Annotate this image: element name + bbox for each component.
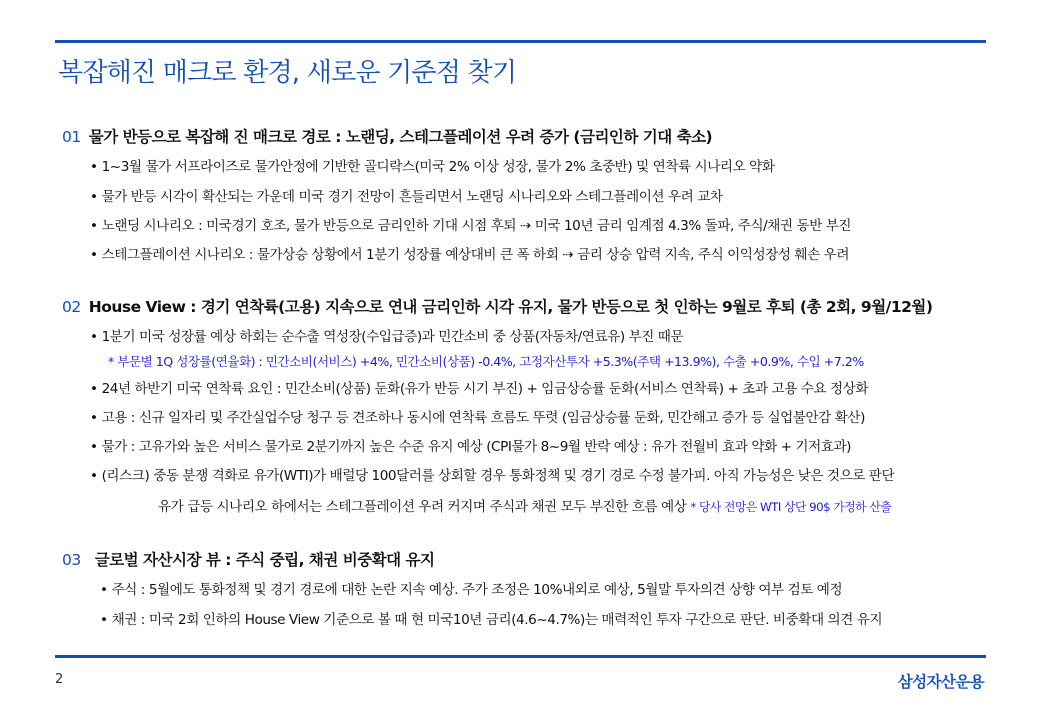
brand-logo-text: 삼성자산운용 xyxy=(897,673,984,691)
section-2-number: 02 xyxy=(62,298,81,316)
bullet-dot: • xyxy=(90,189,98,205)
section-1-title: 물가 반등으로 복잡해 진 매크로 경로 : 노랜딩, 스테그플레이션 우려 증가 (금리인하 기대 축소) xyxy=(88,128,713,146)
page-number: 2 xyxy=(55,672,64,687)
bullet-text: 물가 반등 시각이 확산되는 가운데 미국 경기 전망이 흔들리면서 노랜딩 시나리오와 스테그플레이션 우려 교차 xyxy=(101,189,723,205)
bullet-dot: • xyxy=(90,159,98,175)
section-1-bullet-2 xyxy=(90,185,723,205)
bullet-dot: • xyxy=(90,468,98,484)
section-2-bullet-4 xyxy=(90,435,851,455)
section-2-bullet-2 xyxy=(90,377,868,397)
bullet-dot: • xyxy=(90,329,98,345)
section-3-bullet-2 xyxy=(100,608,882,628)
bullet-text: 1~3월 물가 서프라이즈로 물가안정에 기반한 골디락스(미국 2% 이상 성장, 물가 2% 초중반) 및 연착륙 시나리오 약화 xyxy=(101,159,775,175)
section-2-bullet-1 xyxy=(90,325,683,345)
bullet-text: 스테그플레이션 시나리오 : 물가상승 상황에서 1분기 성장률 예상대비 큰 폭 하회 ⇢ 금리 상승 압력 지속, 주식 이익성장성 훼손 우려 xyxy=(101,247,850,263)
section-3-bullet-1 xyxy=(100,578,842,598)
bullet-text: 물가 : 고유가와 높은 서비스 물가로 2분기까지 높은 수준 유지 예상 (CPI물가 8~9월 반락 예상 : 유가 전월비 효과 약화 + 기저효과) xyxy=(101,439,852,455)
section-3-title: 글로벌 자산시장 뷰 : 주식 중립, 채권 비중확대 유지 xyxy=(94,551,435,569)
bullet-dot: • xyxy=(90,247,98,263)
bullet-dot: • xyxy=(90,381,98,397)
section-2-heading xyxy=(62,295,932,317)
bullet-text: 채권 : 미국 2회 인하의 House View 기준으로 볼 때 현 미국10년 금리(4.6~4.7%)는 매력적인 투자 구간으로 판단. 비중확대 의견 유지 xyxy=(111,612,883,628)
bullet-text: 주식 : 5월에도 통화정책 및 경기 경로에 대한 논란 지속 예상. 주가 조정은 10%내외로 예상, 5월말 투자의견 상향 여부 검토 예정 xyxy=(111,582,843,598)
bullet-dot: • xyxy=(90,410,98,426)
section-1-bullet-1 xyxy=(90,155,775,175)
bullet-dot: • xyxy=(90,439,98,455)
bullet-text: (리스크) 중동 분쟁 격화로 유가(WTI)가 배럴당 100달러를 상회할 경우 통화정책 및 경기 경로 수정 불가피. 아직 가능성은 낮은 것으로 판단 xyxy=(101,468,895,484)
section-2-continuation xyxy=(158,495,891,515)
section-3-number: 03 xyxy=(62,551,81,569)
continuation-text: 유가 급등 시나리오 하에서는 스테그플레이션 우려 커지며 주식과 채권 모두 부진한 흐름 예상 xyxy=(158,499,687,515)
wti-assumption-note: * 당사 전망은 WTI 상단 90$ 가정하 산출 xyxy=(690,500,892,514)
section-1-number: 01 xyxy=(62,128,81,146)
section-1-bullet-4 xyxy=(90,243,849,263)
bullet-dot: • xyxy=(100,612,108,628)
bullet-text: 노랜딩 시나리오 : 미국경기 호조, 물가 반등으로 금리인하 기대 시점 후퇴 ⇢ 미국 10년 금리 임계점 4.3% 돌파, 주식/채권 동반 부진 xyxy=(101,218,852,234)
section-2-bullet-5 xyxy=(90,464,894,484)
section-2-growth-note: * 부문별 1Q 성장률(연율화) : 민간소비(서비스) +4%, 민간소비(상품) -0.4%, 고정자산투자 +5.3%(주택 +13.9%), 수출 +0.9%, 수입 +7.2% xyxy=(108,354,864,369)
bullet-dot: • xyxy=(90,218,98,234)
bullet-text: 고용 : 신규 일자리 및 주간실업수당 청구 등 견조하나 동시에 연착륙 흐름도 뚜렷 (임금상승률 둔화, 민간해고 증가 등 실업불안감 확산) xyxy=(101,410,865,426)
section-1-bullet-3 xyxy=(90,214,851,234)
section-2-bullet-3 xyxy=(90,406,865,426)
page-title: 복잡해진 매크로 환경, 새로운 기준점 찾기 xyxy=(58,58,517,88)
bullet-text: 1분기 미국 성장률 예상 하회는 순수출 역성장(수입급증)과 민간소비 중 상품(자동차/연료유) 부진 때문 xyxy=(101,329,684,345)
section-2-title: House View : 경기 연착륙(고용) 지속으로 연내 금리인하 시각 유지, 물가 반등으로 첫 인하는 9월로 후퇴 (총 2회, 9월/12월) xyxy=(88,298,933,316)
section-1-heading xyxy=(62,125,712,147)
top-divider xyxy=(55,40,986,43)
bullet-dot: • xyxy=(100,582,108,598)
bullet-text: 24년 하반기 미국 연착륙 요인 : 민간소비(상품) 둔화(유가 반등 시기 부진) + 임금상승률 둔화(서비스 연착륙) + 초과 고용 수요 정상화 xyxy=(101,381,869,397)
section-3-heading xyxy=(62,548,434,570)
bottom-divider xyxy=(55,655,986,658)
